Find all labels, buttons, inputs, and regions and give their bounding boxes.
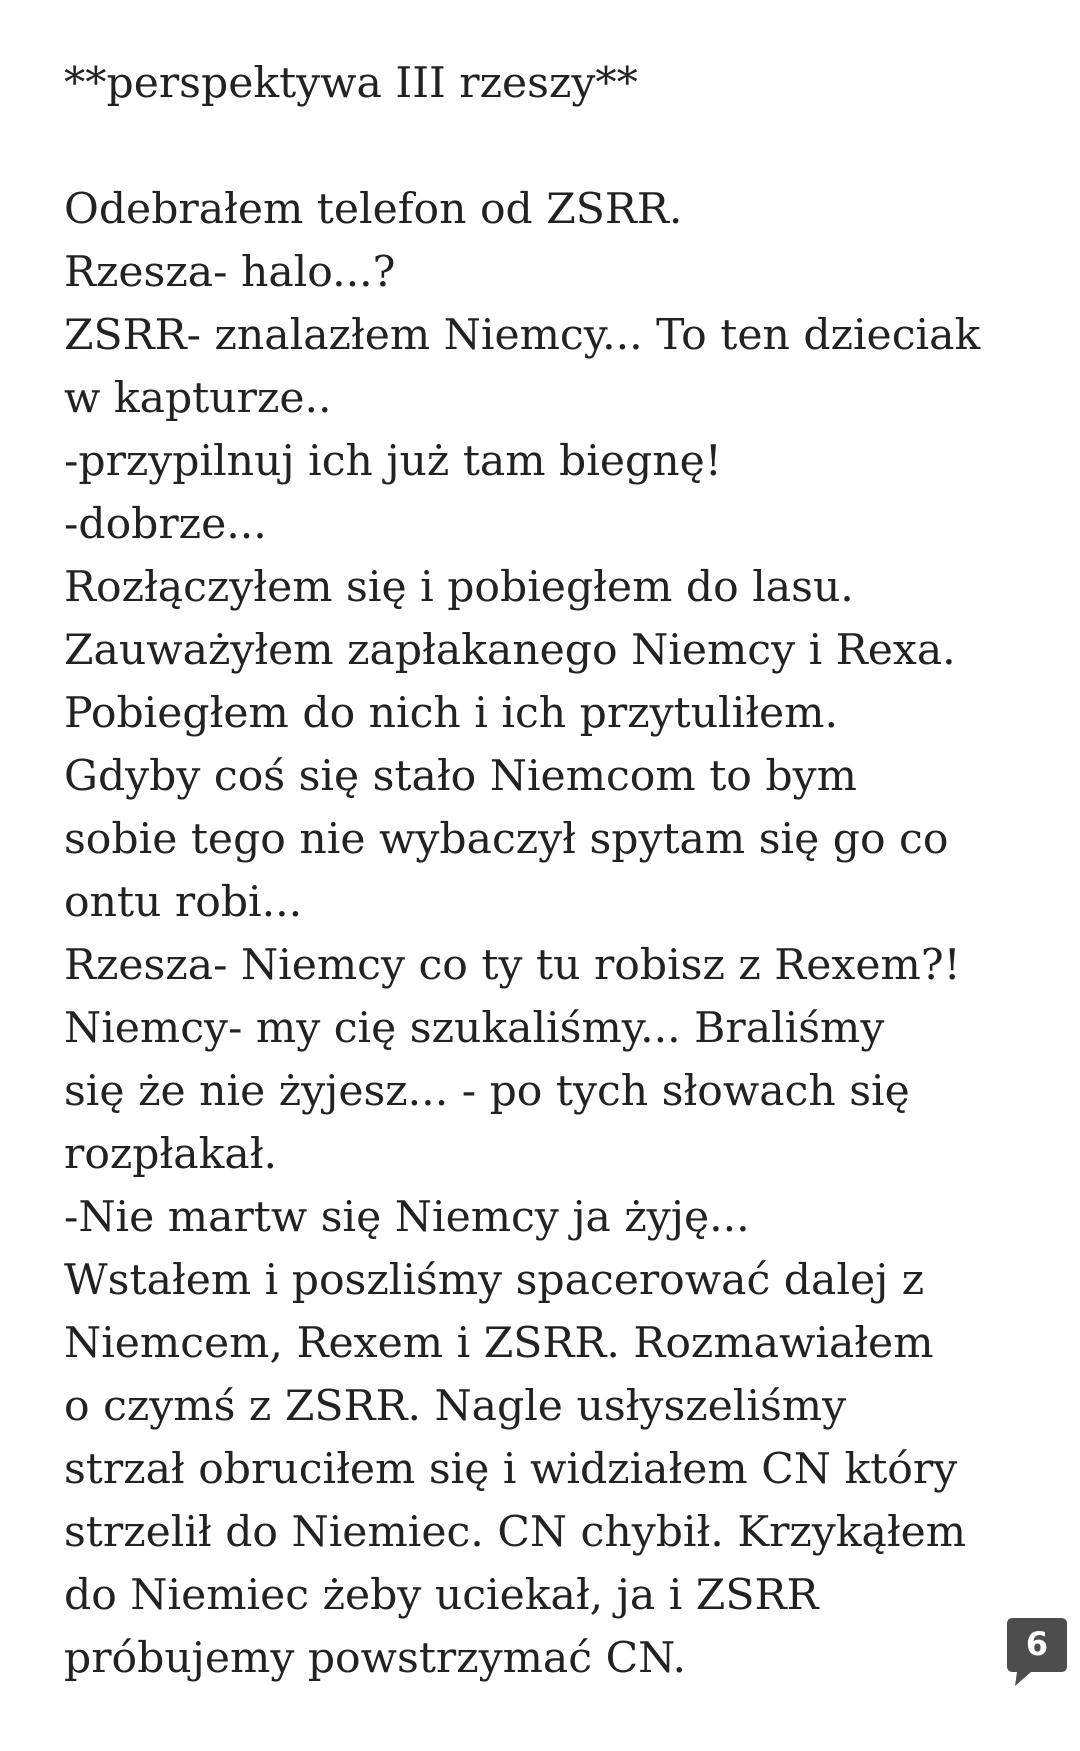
story-line: Niemcem, Rexem i ZSRR. Rozmawiałem <box>64 1319 934 1368</box>
story-line: Rzesza- halo...? <box>64 248 396 297</box>
story-line: strzał obruciłem się i widziałem CN który <box>64 1445 958 1494</box>
story-line: Pobiegłem do nich i ich przytuliłem. <box>64 689 838 738</box>
story-line: w kapturze.. <box>64 374 332 423</box>
story-line: Gdyby coś się stało Niemcom to bym <box>64 752 857 801</box>
story-line: Wstałem i poszliśmy spacerować dalej z <box>64 1256 925 1305</box>
story-line: sobie tego nie wybaczył spytam się go co <box>64 815 949 864</box>
story-line: o czymś z ZSRR. Nagle usłyszeliśmy <box>64 1382 847 1431</box>
story-line: -przypilnuj ich już tam biegnę! <box>64 437 722 486</box>
story-line: rozpłakał. <box>64 1130 277 1179</box>
story-line: do Niemiec żeby uciekał, ja i ZSRR <box>64 1571 819 1620</box>
story-line: Rozłączyłem się i pobiegłem do lasu. <box>64 563 854 612</box>
story-line: -dobrze... <box>64 500 267 549</box>
story-line: się że nie żyjesz... - po tych słowach się <box>64 1067 910 1116</box>
story-line: ontu robi... <box>64 878 303 927</box>
story-line: ZSRR- znalazłem Niemcy... To ten dzieciak <box>64 311 981 360</box>
story-line: Niemcy- my cię szukaliśmy... Braliśmy <box>64 1004 885 1053</box>
story-line: próbujemy powstrzymać CN. <box>64 1634 687 1683</box>
story-line: Odebrałem telefon od ZSRR. <box>64 185 683 234</box>
comment-badge[interactable] <box>1007 1618 1067 1690</box>
story-line: -Nie martw się Niemcy ja żyję... <box>64 1193 750 1242</box>
story-line: strzelił do Niemiec. CN chybił. Krzykąłem <box>64 1508 967 1557</box>
story-heading: **perspektywa III rzeszy** <box>64 59 638 108</box>
story-line: Rzesza- Niemcy co ty tu robisz z Rexem?! <box>64 941 961 990</box>
story-line: Zauważyłem zapłakanego Niemcy i Rexa. <box>64 626 956 675</box>
story-text <box>64 52 1024 1690</box>
comment-count: 6 <box>1025 1625 1049 1663</box>
